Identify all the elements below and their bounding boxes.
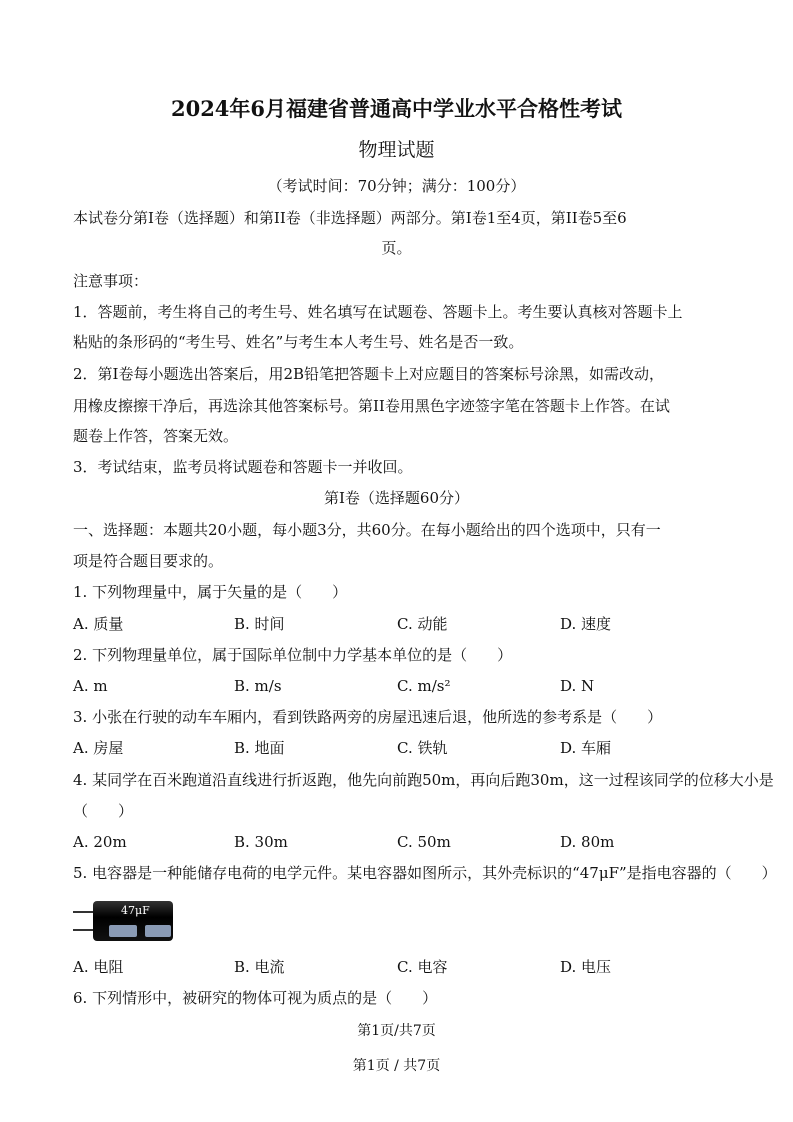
note-line: 2．第I卷每小题选出答案后，用2B铅笔把答题卡上对应题目的答案标号涂黑，如需改动， <box>73 365 665 383</box>
option-b: B. 时间 <box>234 615 285 633</box>
intro-line: 页。 <box>381 239 412 257</box>
page-number-inner: 第1页/共7页 <box>357 1023 436 1039</box>
section-desc: 项是符合题目要求的。 <box>73 552 224 570</box>
capacitor-label: 47μF <box>121 904 150 917</box>
option-a: A. m <box>73 677 108 695</box>
note-line: 粘贴的条形码的“考生号、姓名”与考生本人考生号、姓名是否一致。 <box>73 333 524 351</box>
page-number-footer: 第1页 / 共7页 <box>352 1058 441 1074</box>
question-stem: 4. 某同学在百米跑道沿直线进行折返跑，他先向前跑50m，再向后跑30m，这一过程该同学的位移大小是 <box>73 771 774 789</box>
option-a: A. 20m <box>73 833 127 851</box>
option-c: C. m/s² <box>397 677 451 695</box>
note-line: 1．答题前，考生将自己的考生号、姓名填写在试题卷、答题卡上。考生要认真核对答题卡上 <box>73 303 683 321</box>
option-b: B. 30m <box>234 833 288 851</box>
exam-time: （考试时间：70分钟；满分：100分） <box>267 177 526 195</box>
option-b: B. 地面 <box>234 739 285 757</box>
note-line: 用橡皮擦擦干净后，再选涂其他答案标号。第II卷用黑色字迹签字笔在答题卡上作答。在试 <box>73 397 670 415</box>
subject-title: 物理试题 <box>358 139 435 161</box>
question-stem: 1. 下列物理量中，属于矢量的是（ ） <box>73 583 348 601</box>
capacitor-image <box>73 897 173 945</box>
option-c: C. 动能 <box>397 615 448 633</box>
note-line: 题卷上作答，答案无效。 <box>73 427 239 445</box>
notes-heading: 注意事项： <box>73 272 149 290</box>
question-stem: （ ） <box>73 802 134 820</box>
option-c: C. 50m <box>397 833 451 851</box>
option-d: D. N <box>560 677 595 695</box>
question-stem: 2. 下列物理量单位，属于国际单位制中力学基本单位的是（ ） <box>73 646 513 664</box>
option-b: B. 电流 <box>234 958 285 976</box>
intro-line: 本试卷分第I卷（选择题）和第II卷（非选择题）两部分。第I卷1至4页，第II卷5至6 <box>73 209 627 227</box>
question-stem: 5. 电容器是一种能储存电荷的电学元件。某电容器如图所示，其外壳标识的“47μF”是指电容器的（ ） <box>73 864 777 882</box>
option-a: A. 电阻 <box>73 958 124 976</box>
option-d: D. 速度 <box>560 615 612 633</box>
question-stem: 3. 小张在行驶的动车车厢内，看到铁路两旁的房屋迅速后退，他所选的参考系是（ ） <box>73 708 663 726</box>
section-desc: 一、选择题：本题共20小题，每小题3分，共60分。在每小题给出的四个选项中，只有一 <box>73 521 661 539</box>
option-d: D. 电压 <box>560 958 612 976</box>
option-a: A. 房屋 <box>73 739 124 757</box>
option-c: C. 铁轨 <box>397 739 448 757</box>
option-d: D. 80m <box>560 833 615 851</box>
question-stem: 6. 下列情形中，被研究的物体可视为质点的是（ ） <box>73 989 438 1007</box>
option-c: C. 电容 <box>397 958 448 976</box>
option-d: D. 车厢 <box>560 739 612 757</box>
exam-title: 2024年6月福建省普通高中学业水平合格性考试 <box>170 96 623 121</box>
section-title: 第I卷（选择题60分） <box>323 489 469 507</box>
option-a: A. 质量 <box>73 615 124 633</box>
note-line: 3．考试结束，监考员将试题卷和答题卡一并收回。 <box>73 458 413 476</box>
option-b: B. m/s <box>234 677 282 695</box>
